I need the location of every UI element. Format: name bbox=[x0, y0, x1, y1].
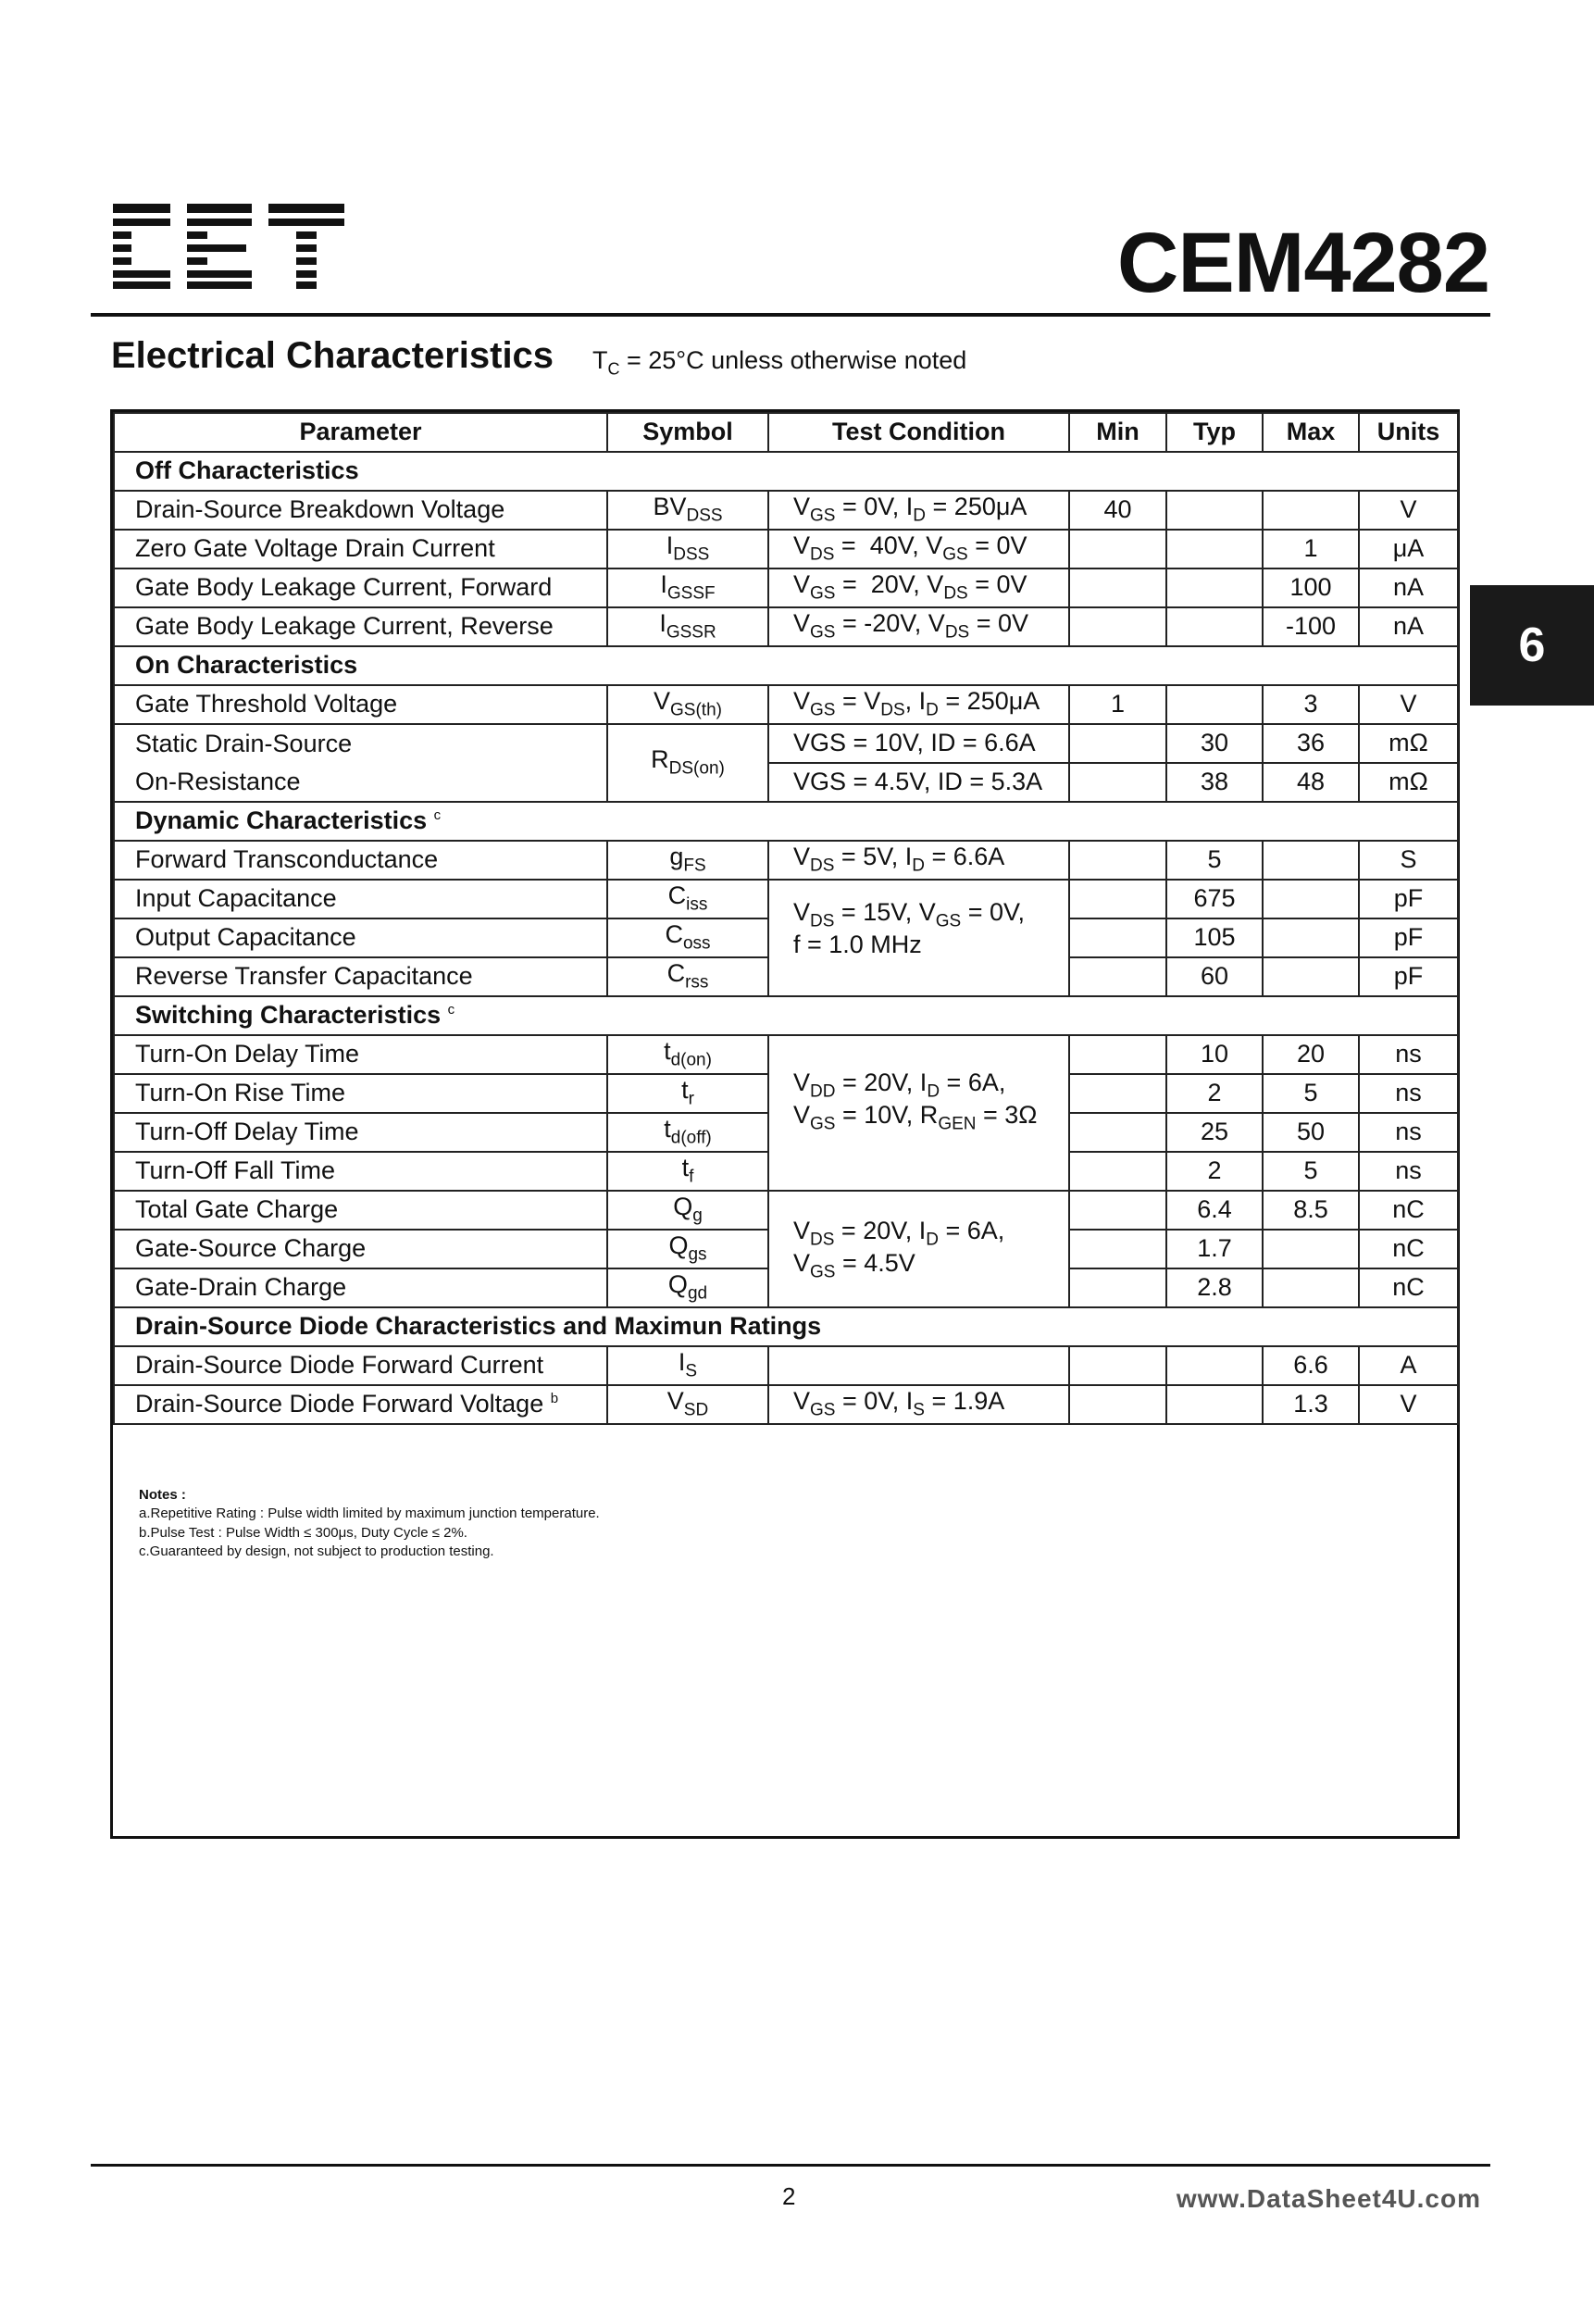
notes bbox=[139, 1486, 600, 1561]
col-header: Units bbox=[1359, 413, 1458, 452]
section-row: Drain-Source Diode Characteristics and Maximun Ratings bbox=[114, 1307, 1458, 1346]
electrical-characteristics-table bbox=[113, 412, 1459, 1425]
table-row: Turn-On Delay Time $t_{d(on)}$ $V_{DD} = 20V$, $I_D = 6A$, $V_{GS} = 10V$, $R_{GEN} = 3\Omega$ 10 20 ns bbox=[114, 1035, 1458, 1074]
section-row: Switching Characteristics $^c$ bbox=[114, 996, 1458, 1035]
section-row: On Characteristics bbox=[114, 646, 1458, 685]
col-header: Max bbox=[1263, 413, 1359, 452]
table-row: Drain-Source Diode Forward Current $I_S$ 6.6 A bbox=[114, 1346, 1458, 1385]
note-c: c.Guaranteed by design, not subject to production testing. bbox=[139, 1543, 494, 1559]
table-row: Gate-Source Charge $Q_{gs}$ 1.7 nC bbox=[114, 1230, 1458, 1268]
table-row: Gate Threshold Voltage $V_{GS(th)}$ $V_{GS} = V_{DS}$, $I_D = 250\mu A$ 1 3 V bbox=[114, 685, 1458, 724]
table-row: Output Capacitance $C_{oss}$ 105 pF bbox=[114, 918, 1458, 957]
part-number: CEM4282 bbox=[1116, 216, 1489, 310]
table-row: Turn-Off Fall Time $t_f$ 2 5 ns bbox=[114, 1152, 1458, 1191]
test-condition-note: $T_C = 25^\circ C$ unless otherwise noted bbox=[592, 346, 967, 379]
col-header: Parameter bbox=[114, 413, 607, 452]
header-rule bbox=[91, 313, 1490, 317]
section-title: Electrical Characteristics bbox=[111, 335, 554, 376]
table-row: Drain-Source Diode Forward Voltage $^b$ $V_{SD}$ $V_{GS} = 0V$, $I_S = 1.9A$ 1.3 V bbox=[114, 1385, 1458, 1424]
chapter-tab: 6 bbox=[1470, 585, 1594, 706]
table-row: Gate Body Leakage Current, Forward $I_{GSSF}$ $V_{GS} = 20V$, $V_{DS} = 0V$ 100 nA bbox=[114, 569, 1458, 607]
notes-heading: Notes : bbox=[139, 1487, 186, 1503]
table-row: Input Capacitance $C_{iss}$ $V_{DS} = 15V$, $V_{GS} = 0V$, f = 1.0 MHz 675 pF bbox=[114, 880, 1458, 918]
website-link[interactable]: www.DataSheet4U.com bbox=[1176, 2184, 1481, 2213]
section-row: Off Characteristics bbox=[114, 452, 1458, 491]
table-row: On-Resistance VGS = 4.5V, ID = 5.3A 38 48 mΩ bbox=[114, 763, 1458, 802]
table-row: Gate Body Leakage Current, Reverse $I_{GSSR}$ $V_{GS} = -20V$, $V_{DS} = 0V$ -100 nA bbox=[114, 607, 1458, 646]
table-row: Turn-Off Delay Time $t_{d(off)}$ 25 50 ns bbox=[114, 1113, 1458, 1152]
section-row: Dynamic Characteristics $^c$ bbox=[114, 802, 1458, 841]
table-header-row bbox=[114, 413, 1458, 452]
note-a: a.Repetitive Rating : Pulse width limited by maximum junction temperature. bbox=[139, 1506, 600, 1522]
table-row: Drain-Source Breakdown Voltage $BV_{DSS}$ $V_{GS} = 0V$, $I_D = 250\mu A$ 40 V bbox=[114, 491, 1458, 530]
footer-rule bbox=[91, 2164, 1490, 2167]
col-header: Test Condition bbox=[768, 413, 1069, 452]
table-row: Gate-Drain Charge $Q_{gd}$ 2.8 nC bbox=[114, 1268, 1458, 1307]
spec-sheet bbox=[110, 409, 1460, 1839]
table-row: Forward Transconductance $g_{FS}$ $V_{DS} = 5V$, $I_D = 6.6A$ 5 S bbox=[114, 841, 1458, 880]
note-b: b.Pulse Test : Pulse Width ≤ 300μs, Duty Cycle ≤ 2%. bbox=[139, 1524, 467, 1541]
table-row: Reverse Transfer Capacitance $C_{rss}$ 60 pF bbox=[114, 957, 1458, 996]
table-row: Turn-On Rise Time $t_r$ 2 5 ns bbox=[114, 1074, 1458, 1113]
col-header: Symbol bbox=[607, 413, 768, 452]
table-row: Total Gate Charge $Q_g$ $V_{DS} = 20V$, $I_D = 6A$, $V_{GS} = 4.5V$ 6.4 8.5 nC bbox=[114, 1191, 1458, 1230]
table-row: Zero Gate Voltage Drain Current $I_{DSS}$ $V_{DS} = 40V$, $V_{GS} = 0V$ 1 μA bbox=[114, 530, 1458, 569]
col-header: Typ bbox=[1166, 413, 1263, 452]
cet-logo bbox=[113, 204, 344, 289]
table-row: Static Drain-Source $R_{DS(on)}$ VGS = 10V, ID = 6.6A 30 36 mΩ bbox=[114, 724, 1458, 763]
col-header: Min bbox=[1069, 413, 1166, 452]
page-number: 2 bbox=[782, 2182, 796, 2210]
